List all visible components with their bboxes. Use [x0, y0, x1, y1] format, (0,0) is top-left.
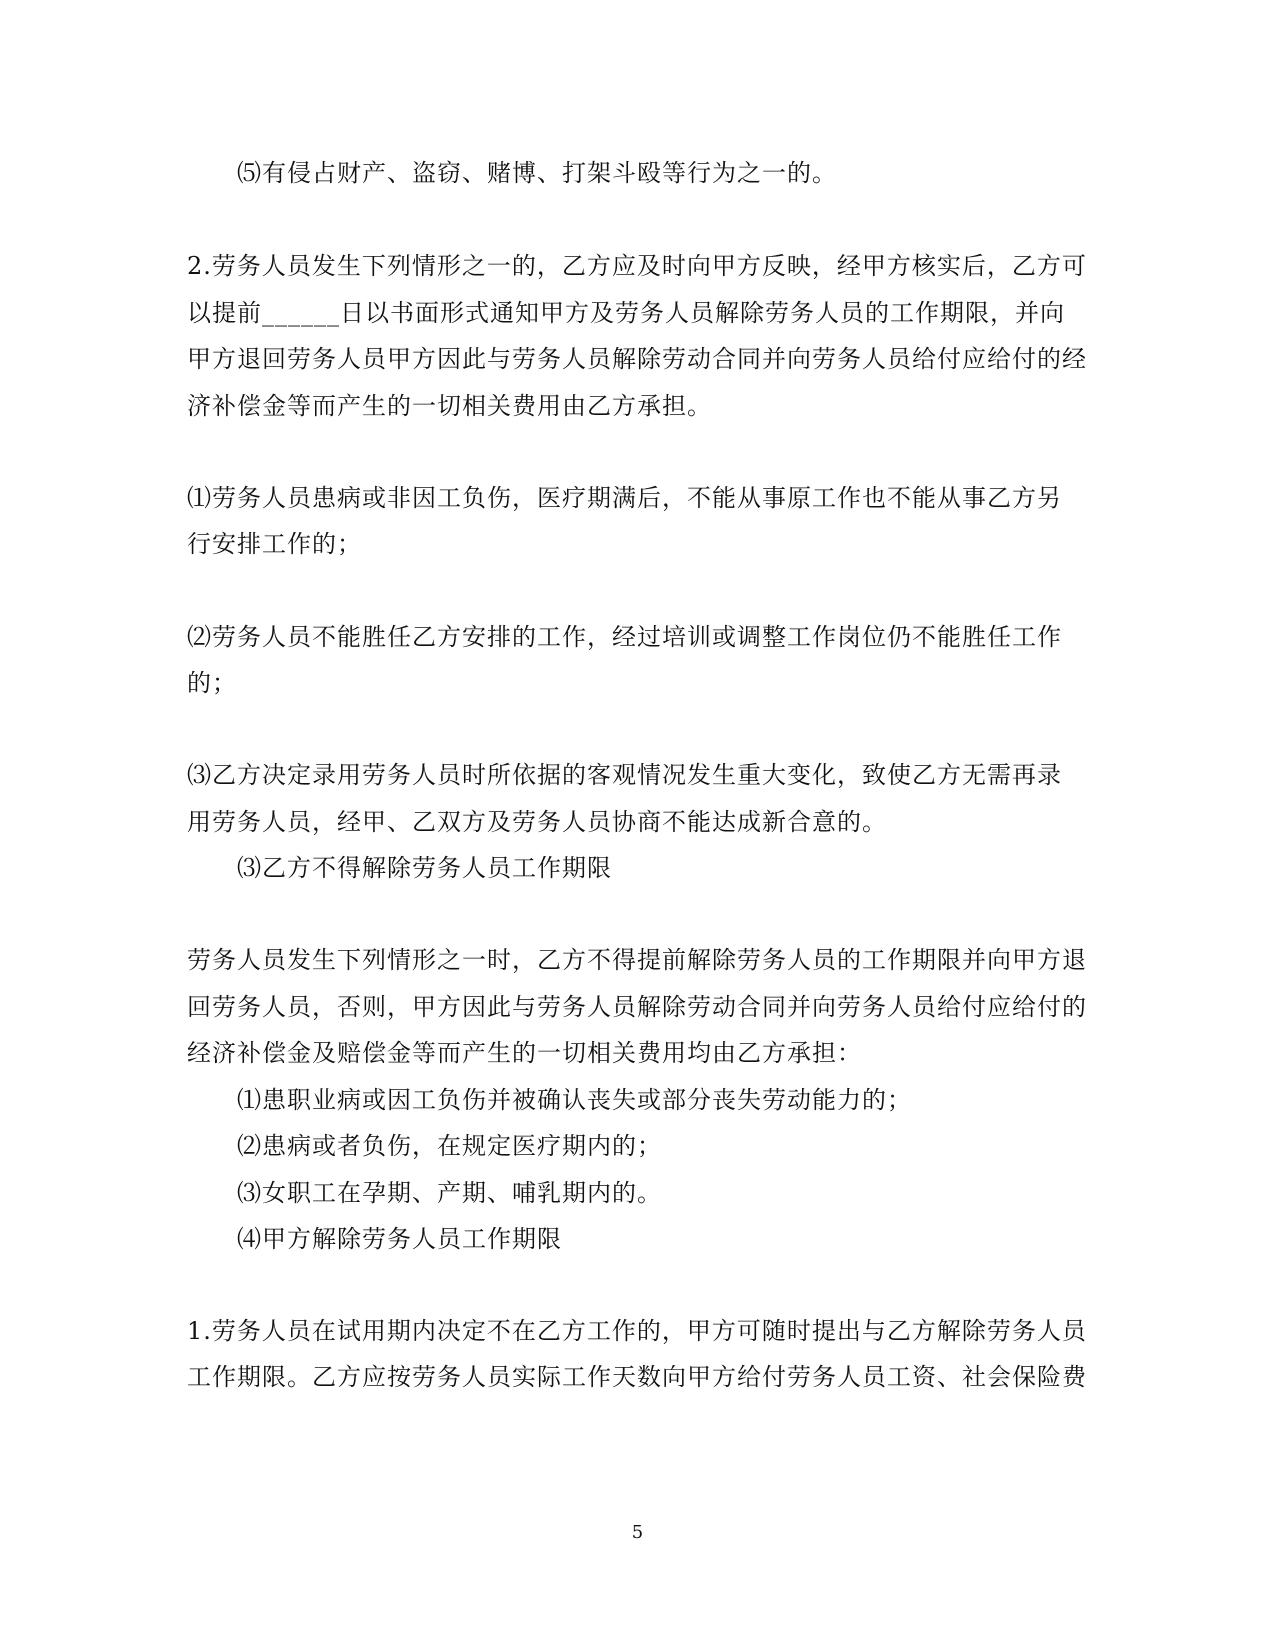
paragraph-line: 甲方退回劳务人员甲方因此与劳务人员解除劳动合同并向劳务人员给付应给付的经: [187, 345, 1087, 373]
paragraph-line: 的；: [187, 669, 237, 697]
paragraph-line: 行安排工作的；: [187, 530, 362, 558]
paragraph-line: 工作期限。乙方应按劳务人员实际工作天数向甲方给付劳务人员工资、社会保险费: [187, 1363, 1087, 1391]
paragraph-line: ⑴劳务人员患病或非因工负伤，医疗期满后，不能从事原工作也不能从事乙方另: [187, 484, 1062, 512]
paragraph-line: 以提前______日以书面形式通知甲方及劳务人员解除劳务人员的工作期限，并向: [187, 299, 1065, 327]
paragraph-line: 1.劳务人员在试用期内决定不在乙方工作的，甲方可随时提出与乙方解除劳务人员: [187, 1317, 1087, 1345]
section-heading: ⑶乙方不得解除劳务人员工作期限: [237, 854, 612, 882]
paragraph-line: 劳务人员发生下列情形之一时，乙方不得提前解除劳务人员的工作期限并向甲方退: [187, 946, 1087, 974]
list-item: ⑶女职工在孕期、产期、哺乳期内的。: [237, 1179, 662, 1207]
paragraph-line: 经济补偿金及赔偿金等而产生的一切相关费用均由乙方承担：: [187, 1039, 862, 1067]
paragraph-line: ⑸有侵占财产、盗窃、赌博、打架斗殴等行为之一的。: [237, 159, 837, 187]
list-item: ⑴患职业病或因工负伤并被确认丧失或部分丧失劳动能力的；: [237, 1086, 912, 1114]
paragraph-line: 2.劳务人员发生下列情形之一的，乙方应及时向甲方反映，经甲方核实后，乙方可: [187, 252, 1087, 280]
paragraph-line: 济补偿金等而产生的一切相关费用由乙方承担。: [187, 392, 712, 420]
paragraph-line: ⑶乙方决定录用劳务人员时所依据的客观情况发生重大变化，致使乙方无需再录: [187, 761, 1062, 789]
paragraph-line: 回劳务人员，否则，甲方因此与劳务人员解除劳动合同并向劳务人员给付应给付的: [187, 993, 1087, 1021]
paragraph-line: ⑵劳务人员不能胜任乙方安排的工作，经过培训或调整工作岗位仍不能胜任工作: [187, 623, 1062, 651]
page-number: 5: [631, 1522, 644, 1543]
list-item: ⑵患病或者负伤，在规定医疗期内的；: [237, 1132, 662, 1160]
paragraph-line: 用劳务人员，经甲、乙双方及劳务人员协商不能达成新合意的。: [187, 808, 887, 836]
section-heading: ⑷甲方解除劳务人员工作期限: [237, 1225, 562, 1253]
